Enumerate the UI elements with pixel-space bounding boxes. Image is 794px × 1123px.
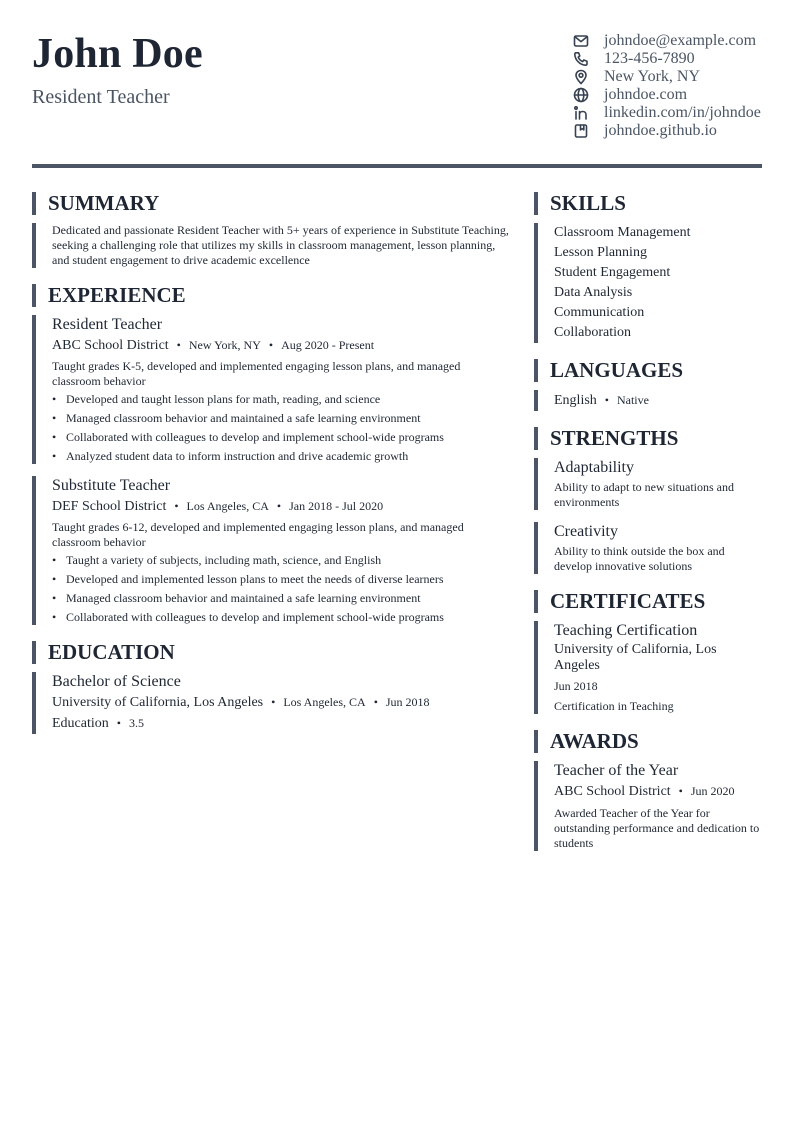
job-meta: ABC School District • New York, NY • Aug 2020 - Present [52, 338, 375, 353]
contact-website[interactable] [572, 86, 787, 104]
list-item: • Taught a variety of subjects, including math, science, and English [52, 553, 512, 568]
summary-text: Dedicated and passionate Resident Teacher with 5+ years of experience in Substitute Teaching, seeking a challenging role that utilizes my skills in classroom management, lesson planning, and student engagement to drive academic excellence [52, 223, 509, 267]
contact-linkedin[interactable] [572, 104, 787, 122]
language-name: English [554, 393, 597, 408]
contact-phone-text: 123-456-7890 [604, 50, 695, 67]
strength-name: Adaptability [554, 459, 634, 476]
certificate-name: Teaching Certification [554, 622, 698, 639]
job-location: New York, NY [188, 338, 261, 352]
experience-heading: EXPERIENCE [32, 284, 512, 307]
contact-website-text: johndoe.com [604, 86, 688, 103]
education-field: Education [52, 716, 109, 731]
strength-description: Ability to think outside the box and develop innovative solutions [554, 544, 725, 573]
skill-item: Lesson Planning [554, 245, 647, 260]
education-heading: EDUCATION [32, 641, 512, 664]
skill-item: Communication [554, 305, 645, 320]
contact-location [572, 68, 787, 86]
strength-description: Ability to adapt to new situations and environments [554, 480, 734, 509]
job-dates: Jan 2018 - Jul 2020 [289, 499, 384, 513]
education-gpa: 3.5 [128, 716, 144, 730]
header-divider [32, 164, 762, 168]
certificate-description: Certification in Teaching [554, 699, 674, 713]
list-item: • Developed and taught lesson plans for math, reading, and science [52, 392, 512, 407]
job-entry [32, 315, 512, 464]
phone-icon [572, 50, 590, 68]
skills-heading: SKILLS [534, 192, 764, 215]
skills-section [534, 192, 764, 343]
right-column [534, 192, 764, 867]
education-school-line: University of California, Los Angeles • Los Angeles, CA • Jun 2018 [52, 695, 430, 710]
certificates-section [534, 590, 764, 714]
job-title: Resident Teacher [52, 316, 163, 333]
language-item: English • Native [554, 393, 649, 408]
job-company: ABC School District [52, 338, 169, 353]
job-description: Taught grades K-5, developed and implemented engaging lesson plans, and managed classroom behavior [52, 359, 461, 388]
github-icon [572, 122, 590, 140]
job-bullets [52, 392, 512, 464]
education-degree: Bachelor of Science [52, 673, 181, 690]
languages-heading: LANGUAGES [534, 359, 764, 382]
education-section [32, 641, 512, 734]
languages-section [534, 359, 764, 411]
award-description: Awarded Teacher of the Year for outstanding performance and dedication to students [554, 806, 760, 850]
language-level: Native [616, 393, 649, 407]
location-pin-icon [572, 68, 590, 86]
education-school: University of California, Los Angeles [52, 695, 264, 710]
contact-github[interactable] [572, 122, 787, 140]
strength-name: Creativity [554, 523, 618, 540]
job-meta: DEF School District • Los Angeles, CA • Jan 2018 - Jul 2020 [52, 499, 384, 514]
skill-item: Classroom Management [554, 225, 691, 240]
certificate-date: Jun 2018 [554, 679, 598, 693]
job-company: DEF School District [52, 499, 167, 514]
list-item: • Managed classroom behavior and maintained a safe learning environment [52, 411, 512, 426]
strength-item [534, 522, 764, 574]
list-item: • Collaborated with colleagues to develop and implement school-wide programs [52, 610, 512, 625]
list-item: • Analyzed student data to inform instruction and drive academic growth [52, 449, 512, 464]
linkedin-icon [572, 104, 590, 122]
job-description: Taught grades 6-12, developed and implemented engaging lesson plans, and managed classroom behavior [52, 520, 464, 549]
award-meta: ABC School District • Jun 2020 [554, 784, 735, 799]
job-bullets [52, 553, 512, 625]
contact-github-text: johndoe.github.io [604, 122, 717, 139]
contact-phone[interactable] [572, 50, 787, 68]
summary-section [32, 192, 512, 268]
candidate-title: Resident Teacher [32, 86, 170, 108]
strengths-section [534, 427, 764, 574]
globe-icon [572, 86, 590, 104]
list-item: • Collaborated with colleagues to develop and implement school-wide programs [52, 430, 512, 445]
strength-item [534, 458, 764, 510]
education-date: Jun 2018 [385, 695, 430, 709]
skill-item: Collaboration [554, 325, 631, 340]
education-location: Los Angeles, CA [283, 695, 366, 709]
summary-heading: SUMMARY [32, 192, 512, 215]
email-icon [572, 32, 590, 50]
contact-email-text: johndoe@example.com [604, 32, 757, 49]
certificates-heading: CERTIFICATES [534, 590, 764, 613]
award-issuer: ABC School District [554, 784, 671, 799]
left-column [32, 192, 512, 750]
job-location: Los Angeles, CA [186, 499, 269, 513]
list-item: • Developed and implemented lesson plans to meet the needs of diverse learners [52, 572, 512, 587]
skill-item: Student Engagement [554, 265, 671, 280]
awards-section [534, 730, 764, 851]
candidate-name: John Doe [32, 31, 203, 77]
job-dates: Aug 2020 - Present [281, 338, 375, 352]
certificate-issuer: University of California, Los Angeles [554, 642, 717, 673]
job-title: Substitute Teacher [52, 477, 171, 494]
contact-list [572, 32, 787, 140]
list-item: • Managed classroom behavior and maintained a safe learning environment [52, 591, 512, 606]
contact-linkedin-text: linkedin.com/in/johndoe [604, 104, 761, 121]
award-date: Jun 2020 [690, 784, 735, 798]
education-field-line: Education • 3.5 [52, 716, 144, 731]
strengths-heading: STRENGTHS [534, 427, 764, 450]
job-entry [32, 476, 512, 625]
contact-email[interactable] [572, 32, 787, 50]
experience-section [32, 284, 512, 625]
awards-heading: AWARDS [534, 730, 764, 753]
skill-item: Data Analysis [554, 285, 633, 300]
award-name: Teacher of the Year [554, 762, 679, 779]
contact-location-text: New York, NY [604, 68, 701, 85]
